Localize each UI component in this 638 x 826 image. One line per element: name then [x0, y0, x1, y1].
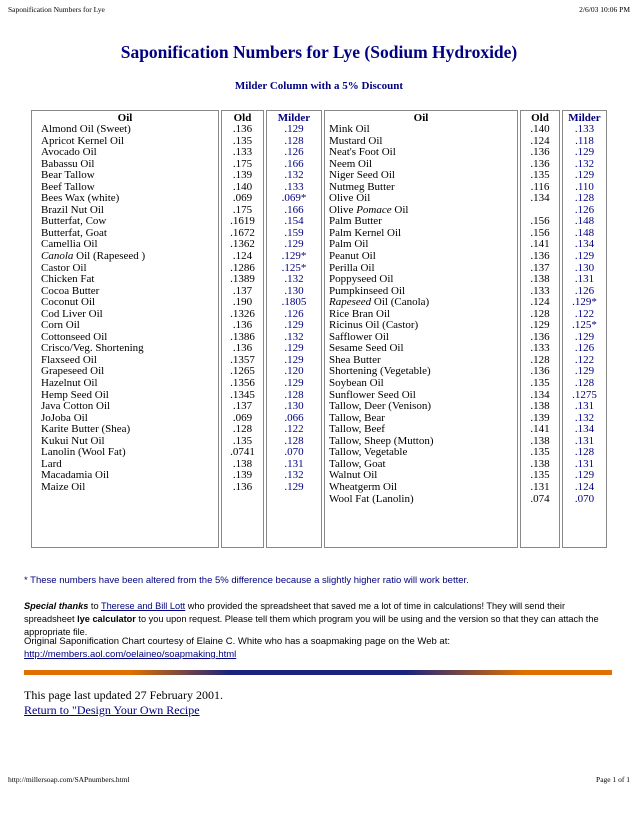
right-milder-cell: .129 — [574, 169, 595, 182]
left-oil-cell: Babassu Oil — [41, 157, 95, 170]
left-old-cell: .1265 — [230, 365, 255, 378]
right-old-cell: .124 — [530, 134, 550, 147]
left-milder-cell: .125* — [281, 261, 307, 274]
left-old-list — [222, 124, 263, 494]
left-oil-cell: Cocoa Butter — [41, 284, 100, 297]
print-header — [8, 5, 630, 14]
left-old-cell: .1286 — [230, 261, 255, 274]
right-old-cell: .131 — [530, 480, 550, 493]
right-milder-header: Milder — [568, 112, 601, 124]
left-milder-cell: .128 — [284, 134, 304, 147]
left-oil-cell: Flaxseed Oil — [41, 353, 97, 366]
soapmaking-link[interactable]: http://members.aol.com/oelaineo/soapmaking.html — [24, 649, 237, 660]
left-oil-cell: Butterfat, Cow — [41, 215, 107, 228]
right-oil-cell: Ricinus Oil (Castor) — [329, 319, 419, 332]
right-milder-cell: .131 — [574, 273, 595, 286]
right-milder-cell: .126 — [574, 284, 595, 297]
right-oil-list — [325, 124, 517, 505]
left-oil-cell: Cottonseed Oil — [41, 330, 108, 343]
left-oil-cell: Java Cotton Oil — [41, 400, 111, 413]
left-old-header: Old — [233, 112, 252, 124]
left-old-cell: .124 — [232, 250, 253, 263]
left-old-cell: .1619 — [230, 215, 255, 228]
right-old-cell: .116 — [530, 180, 550, 193]
original-chart-credit — [24, 635, 450, 661]
left-milder-cell: .130 — [284, 284, 304, 297]
right-oil-cell: Neat's Foot Oil — [329, 146, 396, 159]
left-oil-cell: Beef Tallow — [41, 180, 95, 193]
left-milder-cell: .129 — [284, 377, 304, 390]
left-old-cell: .190 — [232, 296, 253, 309]
left-oil-cell: Coconut Oil — [41, 296, 96, 309]
left-oil-header: Oil — [117, 112, 133, 124]
right-old-cell: .136 — [530, 250, 550, 263]
right-old-cell: .135 — [530, 446, 550, 459]
right-milder-cell: .130 — [574, 261, 595, 274]
right-milder-cell: .134 — [574, 423, 595, 436]
left-old-cell: .140 — [232, 180, 253, 193]
right-old-cell: .129 — [530, 319, 550, 332]
left-milder-cell: .129 — [284, 123, 304, 135]
left-old-cell: .1386 — [230, 330, 255, 343]
left-old-cell: .1362 — [230, 238, 255, 251]
left-milder-cell: .166 — [284, 203, 304, 216]
right-oil-cell: Olive Oil — [329, 192, 371, 205]
right-oil-cell: Tallow, Sheep (Mutton) — [329, 434, 434, 447]
left-milder-cell: .128 — [284, 434, 304, 447]
right-milder-cell: .129 — [574, 365, 595, 378]
right-milder-cell: .132 — [574, 411, 595, 424]
bottom-section — [24, 688, 223, 718]
right-milder-cell: .131 — [574, 400, 595, 413]
left-oil-cell: Almond Oil (Sweet) — [41, 123, 131, 135]
right-old-cell: .138 — [530, 434, 550, 447]
right-oil-cell: Soybean Oil — [329, 377, 384, 390]
left-old-cell: .128 — [232, 423, 253, 436]
left-oil-cell: Camellia Oil — [41, 238, 98, 251]
left-old-cell: .136 — [232, 342, 253, 355]
right-milder-cell: .118 — [575, 134, 594, 147]
right-oil-cell: Neem Oil — [329, 157, 373, 170]
right-oil-cell: Nutmeg Butter — [329, 180, 395, 193]
thanks-rest: to you upon request. Please tell them which program you will be using and the version so that they can attach the appropriate file. — [24, 614, 599, 637]
right-milder-cell: .122 — [574, 353, 595, 366]
right-milder-cell: .122 — [574, 307, 595, 320]
left-old-cell: .133 — [232, 146, 253, 159]
right-milder-cell: .129 — [574, 330, 595, 343]
right-oil-cell: Mustard Oil — [329, 134, 383, 147]
left-oil-cell: Butterfat, Goat — [41, 226, 107, 239]
left-milder-cell: .132 — [284, 169, 304, 182]
right-oil-cell: Niger Seed Oil — [329, 169, 395, 182]
left-old-cell: .137 — [232, 284, 253, 297]
right-milder-cell: .132 — [574, 157, 595, 170]
left-old-cell: .069 — [232, 411, 253, 424]
left-milder-cell: .129 — [284, 238, 304, 251]
right-oil-cell: Wool Fat (Lanolin) — [329, 492, 414, 505]
left-oil-cell: Bees Wax (white) — [41, 192, 120, 205]
right-oil-cell: Palm Oil — [329, 238, 369, 251]
right-old-cell: .124 — [530, 296, 550, 309]
left-oil-cell: JoJoba Oil — [41, 411, 88, 424]
thanks-paragraph — [24, 600, 614, 639]
left-old-cell: .069 — [232, 192, 253, 205]
left-old-cell: .136 — [232, 480, 253, 493]
page-subtitle: Milder Column with a 5% Discount — [234, 80, 404, 92]
left-milder-cell: .129 — [284, 342, 304, 355]
right-oil-cell: Perilla Oil — [329, 261, 375, 274]
right-milder-cell: .129 — [574, 146, 595, 159]
left-oil-cell: Grapeseed Oil — [41, 365, 105, 378]
left-oil-cell: Maize Oil — [41, 480, 86, 493]
right-oil-cell: Palm Kernel Oil — [329, 226, 402, 239]
page-title: Saponification Numbers for Lye (Sodium Hydroxide) — [120, 42, 518, 62]
right-old-cell: .134 — [530, 192, 550, 205]
right-oil-cell: Peanut Oil — [329, 250, 376, 263]
lye-calculator-label: lye calculator — [77, 614, 136, 624]
left-oil-column — [31, 110, 219, 548]
right-oil-cell: Tallow, Goat — [329, 457, 386, 470]
right-milder-cell: .126 — [574, 342, 595, 355]
footnote: * These numbers have been altered from the 5% difference because a slightly higher ratio will work better. — [24, 575, 469, 586]
right-milder-list — [563, 124, 606, 505]
left-milder-cell: .126 — [284, 146, 304, 159]
left-oil-cell: Crisco/Veg. Shortening — [41, 342, 144, 355]
right-oil-cell: Rice Bran Oil — [329, 307, 391, 320]
right-old-cell: .138 — [530, 273, 550, 286]
right-old-cell: .134 — [530, 388, 550, 401]
left-old-cell: .136 — [232, 123, 253, 135]
left-old-cell: .135 — [232, 134, 253, 147]
thanks-middle: who provided the spreadsheet that saved me a lot of time in calculations! They will send their spreadsheet — [24, 601, 566, 624]
lott-link[interactable]: Therese and Bill Lott — [100, 601, 186, 611]
right-milder-cell: .134 — [574, 238, 595, 251]
left-oil-cell: Lard — [41, 457, 62, 470]
left-oil-cell: Castor Oil — [41, 261, 87, 274]
right-old-cell: .156 — [530, 215, 550, 228]
right-old-cell: .138 — [530, 457, 550, 470]
right-oil-cell: Sesame Seed Oil — [329, 342, 404, 355]
left-milder-cell: .166 — [284, 157, 304, 170]
left-old-cell: .138 — [232, 457, 253, 470]
left-old-cell: .175 — [232, 157, 253, 170]
right-milder-cell: .129 — [574, 250, 595, 263]
right-old-column — [520, 110, 560, 548]
credit-text: Original Saponification Chart courtesy of Elaine C. White who has a soapmaking page on the Web at: — [24, 636, 450, 647]
right-old-cell: .136 — [530, 330, 550, 343]
left-old-cell: .136 — [232, 319, 253, 332]
left-old-cell: .175 — [232, 203, 253, 216]
left-milder-cell: .129* — [281, 250, 307, 263]
left-old-cell: .1326 — [230, 307, 255, 320]
right-old-cell: .140 — [530, 123, 550, 135]
left-oil-cell: Hazelnut Oil — [41, 377, 98, 390]
right-old-cell: .136 — [530, 146, 550, 159]
divider-rule — [24, 670, 612, 675]
right-old-cell: .139 — [530, 411, 550, 424]
right-oil-cell: Safflower Oil — [329, 330, 389, 343]
left-milder-cell: .159 — [284, 226, 304, 239]
left-old-cell: .0741 — [230, 446, 255, 459]
left-milder-cell: .126 — [284, 307, 304, 320]
left-oil-cell: Bear Tallow — [41, 169, 95, 182]
right-old-list — [521, 124, 559, 505]
header-title: Saponification Numbers for Lye — [8, 5, 105, 14]
left-milder-header: Milder — [277, 112, 311, 124]
right-milder-cell: .129 — [574, 469, 595, 482]
right-old-cell: .138 — [530, 400, 550, 413]
right-milder-cell: .148 — [574, 226, 595, 239]
right-milder-cell: .124 — [574, 480, 595, 493]
right-oil-cell: Tallow, Vegetable — [329, 446, 408, 459]
left-oil-cell: Canola Oil (Rapeseed ) — [41, 250, 146, 263]
right-oil-cell: Walnut Oil — [329, 469, 378, 482]
left-milder-cell: .070 — [284, 446, 304, 459]
left-oil-cell: Corn Oil — [41, 319, 80, 332]
right-old-cell: .135 — [530, 377, 550, 390]
right-milder-cell: .148 — [574, 215, 595, 228]
left-oil-cell: Cod Liver Oil — [41, 307, 103, 320]
print-footer — [8, 775, 630, 784]
header-date: 2/6/03 10:06 PM — [579, 5, 630, 14]
left-milder-cell: .130 — [284, 400, 304, 413]
right-old-cell: .136 — [530, 157, 550, 170]
right-old-cell: .141 — [530, 238, 550, 251]
right-oil-column — [324, 110, 518, 548]
right-milder-cell: .070 — [574, 492, 595, 505]
right-oil-cell: Mink Oil — [329, 123, 370, 135]
left-milder-cell: .129 — [284, 353, 304, 366]
right-milder-cell: .133 — [574, 123, 595, 135]
left-milder-cell: .132 — [284, 469, 304, 482]
left-milder-cell: .128 — [284, 388, 304, 401]
footer-url: http://millersoap.com/SAPnumbers.html — [8, 775, 130, 784]
right-oil-cell: Sunflower Seed Oil — [329, 388, 416, 401]
right-milder-cell: .1275 — [572, 388, 597, 401]
left-milder-cell: .129 — [284, 319, 304, 332]
right-milder-column — [562, 110, 607, 548]
left-oil-cell: Avocado Oil — [41, 146, 97, 159]
right-milder-cell: .126 — [574, 203, 595, 216]
right-oil-cell: Palm Butter — [329, 215, 382, 228]
right-old-cell: .137 — [530, 261, 550, 274]
left-milder-cell: .133 — [284, 180, 304, 193]
right-oil-cell: Shea Butter — [329, 353, 381, 366]
left-old-cell: .1389 — [230, 273, 255, 286]
left-old-cell: .1356 — [230, 377, 255, 390]
right-old-cell: .156 — [530, 226, 550, 239]
right-old-cell: .074 — [530, 492, 550, 505]
thanks-lead: Special thanks — [24, 601, 89, 611]
right-old-cell: .135 — [530, 169, 550, 182]
right-milder-cell: .128 — [574, 377, 595, 390]
left-oil-cell: Chicken Fat — [41, 273, 95, 286]
left-milder-cell: .129 — [284, 480, 304, 493]
right-old-header: Old — [531, 112, 549, 124]
left-milder-cell: .132 — [284, 273, 304, 286]
right-old-cell: .133 — [530, 284, 550, 297]
left-oil-cell: Lanolin (Wool Fat) — [41, 446, 126, 459]
left-oil-cell: Apricot Kernel Oil — [41, 134, 125, 147]
left-oil-cell: Karite Butter (Shea) — [41, 423, 131, 436]
right-oil-cell: Rapeseed Oil (Canola) — [329, 296, 430, 309]
left-oil-cell: Kukui Nut Oil — [41, 434, 105, 447]
left-milder-cell: .066 — [284, 411, 304, 424]
left-milder-cell: .131 — [284, 457, 304, 470]
left-old-column — [221, 110, 264, 548]
right-oil-cell: Wheatgerm Oil — [329, 480, 398, 493]
right-oil-cell: Tallow, Deer (Venison) — [329, 400, 432, 413]
right-old-cell: .136 — [530, 365, 550, 378]
left-old-cell: .1345 — [230, 388, 255, 401]
right-old-cell: .133 — [530, 342, 550, 355]
left-milder-cell: .122 — [284, 423, 304, 436]
right-oil-cell: Shortening (Vegetable) — [329, 365, 431, 378]
left-milder-column — [266, 110, 322, 548]
left-old-cell: .1672 — [230, 226, 255, 239]
left-milder-list — [267, 124, 321, 494]
right-oil-cell: Tallow, Beef — [329, 423, 385, 436]
right-oil-cell: Olive Pomace Oil — [329, 203, 409, 216]
right-old-cell: .128 — [530, 307, 550, 320]
right-oil-cell: Tallow, Bear — [329, 411, 385, 424]
right-milder-cell: .125* — [572, 319, 597, 332]
right-oil-header: Oil — [413, 112, 429, 124]
saponification-table — [31, 110, 607, 548]
right-milder-cell: .131 — [574, 434, 595, 447]
left-milder-cell: .154 — [284, 215, 304, 228]
left-oil-cell: Hemp Seed Oil — [41, 388, 109, 401]
left-milder-cell: .132 — [284, 330, 304, 343]
left-milder-cell: .1805 — [281, 296, 307, 309]
left-old-cell: .1357 — [230, 353, 255, 366]
left-milder-cell: .120 — [284, 365, 304, 378]
left-old-cell: .139 — [232, 169, 253, 182]
right-milder-cell: .128 — [574, 192, 595, 205]
right-oil-cell: Poppyseed Oil — [329, 273, 394, 286]
left-old-cell: .137 — [232, 400, 253, 413]
right-milder-cell: .129* — [572, 296, 597, 309]
left-oil-list — [32, 124, 218, 494]
left-old-cell: .139 — [232, 469, 253, 482]
right-milder-cell: .128 — [574, 446, 595, 459]
right-old-cell: .128 — [530, 353, 550, 366]
right-old-cell: .135 — [530, 469, 550, 482]
right-oil-cell: Pumpkinseed Oil — [329, 284, 406, 297]
footer-page: Page 1 of 1 — [596, 775, 630, 784]
left-oil-cell: Macadamia Oil — [41, 469, 110, 482]
left-milder-cell: .069* — [281, 192, 307, 205]
thanks-to: to — [88, 601, 101, 611]
right-milder-cell: .131 — [574, 457, 595, 470]
left-oil-cell: Brazil Nut Oil — [41, 203, 104, 216]
last-updated: This page last updated 27 February 2001. — [24, 688, 223, 702]
right-milder-cell: .110 — [575, 180, 594, 193]
right-old-cell: .141 — [530, 423, 550, 436]
return-link[interactable]: Return to "Design Your Own Recipe — [24, 703, 200, 717]
left-old-cell: .135 — [232, 434, 253, 447]
